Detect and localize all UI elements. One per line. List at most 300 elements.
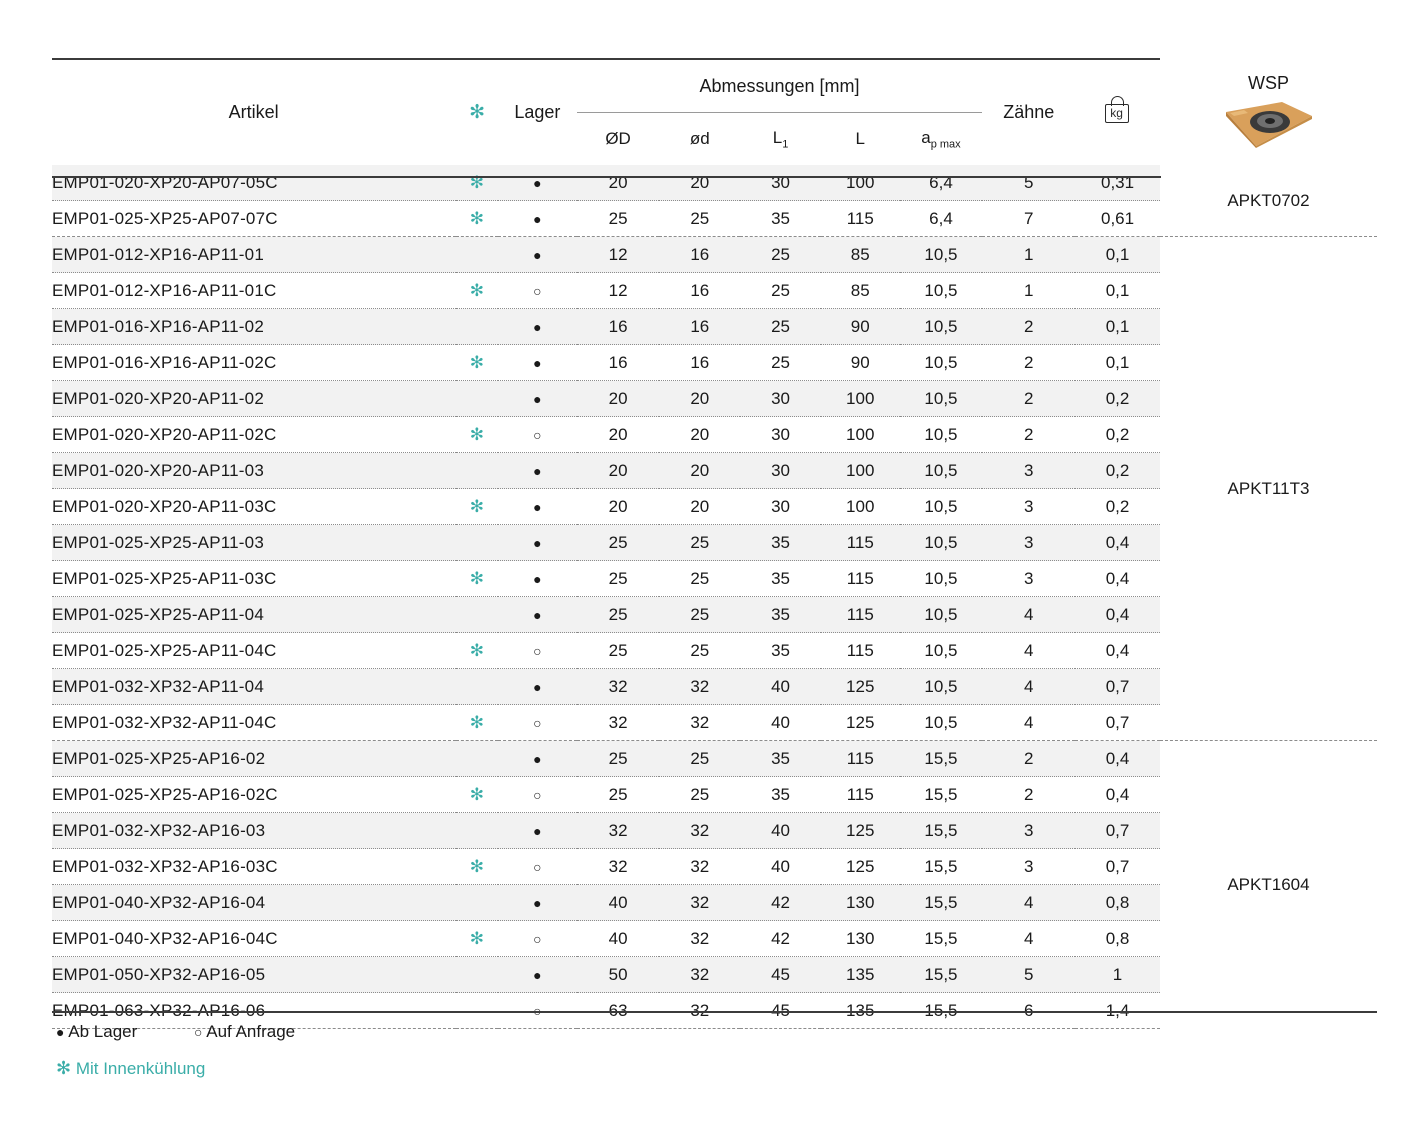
cell-zaehne: 4 bbox=[982, 705, 1075, 741]
availability-marker bbox=[533, 821, 541, 840]
availability-marker bbox=[533, 497, 541, 516]
cell-ap-max: 10,5 bbox=[900, 237, 983, 273]
cell-l: 90 bbox=[821, 309, 900, 345]
cell-kg: 0,4 bbox=[1075, 777, 1160, 813]
cell-coolant bbox=[456, 165, 498, 201]
legend-availability bbox=[56, 1022, 347, 1042]
cell-ap-max: 10,5 bbox=[900, 705, 983, 741]
cell-l1: 30 bbox=[740, 417, 821, 453]
cell-ap-max: 10,5 bbox=[900, 489, 983, 525]
cell-l1: 45 bbox=[740, 993, 821, 1029]
cell-l: 115 bbox=[821, 561, 900, 597]
cell-l: 115 bbox=[821, 777, 900, 813]
cell-l: 115 bbox=[821, 597, 900, 633]
cell-od-small: 32 bbox=[659, 705, 740, 741]
snowflake-icon-row: ✻ bbox=[469, 640, 484, 660]
cell-coolant bbox=[456, 669, 498, 705]
snowflake-icon-legend: ✻ bbox=[56, 1058, 72, 1078]
cell-lager bbox=[498, 309, 577, 345]
cell-od-small: 25 bbox=[659, 597, 740, 633]
availability-marker bbox=[533, 749, 541, 768]
availability-marker bbox=[533, 425, 541, 444]
cell-l: 115 bbox=[821, 741, 900, 777]
cell-coolant bbox=[456, 273, 498, 309]
availability-marker bbox=[533, 389, 541, 408]
cell-l: 125 bbox=[821, 669, 900, 705]
cell-l1: 42 bbox=[740, 885, 821, 921]
cell-od: 25 bbox=[577, 201, 660, 237]
cell-lager bbox=[498, 705, 577, 741]
cell-artikel: EMP01-025-XP25-AP11-03 bbox=[52, 525, 456, 561]
cell-ap-max: 15,5 bbox=[900, 777, 983, 813]
cell-od: 32 bbox=[577, 849, 660, 885]
cell-l1: 25 bbox=[740, 345, 821, 381]
cell-zaehne: 2 bbox=[982, 741, 1075, 777]
cell-od-small: 32 bbox=[659, 993, 740, 1029]
cell-artikel: EMP01-050-XP32-AP16-05 bbox=[52, 957, 456, 993]
availability-marker bbox=[533, 929, 541, 948]
cell-coolant bbox=[456, 741, 498, 777]
cell-artikel: EMP01-025-XP25-AP16-02 bbox=[52, 741, 456, 777]
header-artikel: Artikel bbox=[52, 59, 456, 165]
cell-zaehne: 3 bbox=[982, 489, 1075, 525]
cell-l1: 40 bbox=[740, 849, 821, 885]
cell-artikel: EMP01-032-XP32-AP11-04C bbox=[52, 705, 456, 741]
cell-lager bbox=[498, 669, 577, 705]
cell-zaehne: 5 bbox=[982, 165, 1075, 201]
cell-kg: 0,1 bbox=[1075, 273, 1160, 309]
cell-artikel: EMP01-020-XP20-AP11-03C bbox=[52, 489, 456, 525]
cell-kg: 0,8 bbox=[1075, 921, 1160, 957]
cell-od-small: 20 bbox=[659, 453, 740, 489]
header-od: ØD bbox=[605, 129, 631, 148]
snowflake-icon-row: ✻ bbox=[469, 784, 484, 804]
cell-l1: 25 bbox=[740, 273, 821, 309]
cell-lager bbox=[498, 525, 577, 561]
cell-coolant bbox=[456, 849, 498, 885]
cell-ap-max: 15,5 bbox=[900, 741, 983, 777]
cell-artikel: EMP01-012-XP16-AP11-01 bbox=[52, 237, 456, 273]
cell-zaehne: 5 bbox=[982, 957, 1075, 993]
cell-kg: 0,4 bbox=[1075, 741, 1160, 777]
cell-kg: 0,2 bbox=[1075, 453, 1160, 489]
cell-zaehne: 3 bbox=[982, 561, 1075, 597]
cell-zaehne: 1 bbox=[982, 237, 1075, 273]
weight-kg-icon-label: kg bbox=[1110, 106, 1123, 120]
cell-l1: 35 bbox=[740, 201, 821, 237]
cell-wsp-group: APKT0702 bbox=[1160, 165, 1377, 237]
cell-kg: 0,61 bbox=[1075, 201, 1160, 237]
cell-zaehne: 4 bbox=[982, 885, 1075, 921]
cell-od-small: 25 bbox=[659, 741, 740, 777]
availability-marker bbox=[533, 281, 541, 300]
cell-l: 100 bbox=[821, 417, 900, 453]
cell-l1: 25 bbox=[740, 309, 821, 345]
availability-marker bbox=[533, 317, 541, 336]
cell-od-small: 32 bbox=[659, 885, 740, 921]
availability-marker bbox=[533, 893, 541, 912]
cell-coolant bbox=[456, 237, 498, 273]
cell-od: 32 bbox=[577, 669, 660, 705]
cell-l1: 35 bbox=[740, 597, 821, 633]
cell-lager bbox=[498, 885, 577, 921]
cell-od-small: 16 bbox=[659, 345, 740, 381]
cell-od-small: 32 bbox=[659, 921, 740, 957]
cell-od-small: 20 bbox=[659, 417, 740, 453]
snowflake-icon-row: ✻ bbox=[469, 496, 484, 516]
cell-artikel: EMP01-016-XP16-AP11-02C bbox=[52, 345, 456, 381]
availability-marker bbox=[533, 605, 541, 624]
header-l1: $L_1$ bbox=[772, 127, 789, 151]
cell-wsp-group: APKT1604 bbox=[1160, 741, 1377, 1029]
cell-od: 25 bbox=[577, 561, 660, 597]
cell-coolant bbox=[456, 309, 498, 345]
cell-artikel: EMP01-020-XP20-AP11-03 bbox=[52, 453, 456, 489]
cell-od-small: 32 bbox=[659, 813, 740, 849]
cell-od-small: 16 bbox=[659, 273, 740, 309]
snowflake-icon-row: ✻ bbox=[469, 712, 484, 732]
cell-l1: 42 bbox=[740, 921, 821, 957]
cell-kg: 0,1 bbox=[1075, 237, 1160, 273]
cell-od: 20 bbox=[577, 417, 660, 453]
cell-od-small: 20 bbox=[659, 381, 740, 417]
cell-od: 20 bbox=[577, 381, 660, 417]
cell-kg: 0,2 bbox=[1075, 489, 1160, 525]
snowflake-icon-row: ✻ bbox=[469, 352, 484, 372]
cell-kg: 0,2 bbox=[1075, 381, 1160, 417]
cell-kg: 0,7 bbox=[1075, 669, 1160, 705]
cell-od: 25 bbox=[577, 741, 660, 777]
cell-coolant bbox=[456, 525, 498, 561]
cell-zaehne: 1 bbox=[982, 273, 1075, 309]
cell-l: 135 bbox=[821, 993, 900, 1029]
cell-od-small: 25 bbox=[659, 633, 740, 669]
cell-lager bbox=[498, 957, 577, 993]
cell-ap-max: 6,4 bbox=[900, 165, 983, 201]
availability-marker bbox=[533, 677, 541, 696]
availability-marker bbox=[533, 857, 541, 876]
cell-od: 20 bbox=[577, 453, 660, 489]
cell-kg: 0,4 bbox=[1075, 633, 1160, 669]
cell-od: 25 bbox=[577, 597, 660, 633]
cell-lager bbox=[498, 921, 577, 957]
cell-zaehne: 4 bbox=[982, 633, 1075, 669]
cell-l1: 45 bbox=[740, 957, 821, 993]
availability-marker bbox=[533, 461, 541, 480]
legend-ab-lager: ● Ab Lager bbox=[56, 1022, 138, 1041]
cell-l1: 35 bbox=[740, 777, 821, 813]
availability-marker bbox=[533, 785, 541, 804]
cell-kg: 0,7 bbox=[1075, 813, 1160, 849]
cell-zaehne: 3 bbox=[982, 849, 1075, 885]
snowflake-icon: ✻ bbox=[456, 59, 498, 165]
cell-lager bbox=[498, 741, 577, 777]
table-bottom-rule bbox=[52, 1011, 1377, 1013]
cell-od: 25 bbox=[577, 525, 660, 561]
cell-lager bbox=[498, 201, 577, 237]
table-header-row-top bbox=[52, 59, 1377, 113]
cell-artikel: EMP01-063-XP32-AP16-06 bbox=[52, 993, 456, 1029]
cell-od-small: 25 bbox=[659, 561, 740, 597]
cell-kg: 0,1 bbox=[1075, 309, 1160, 345]
availability-marker bbox=[533, 533, 541, 552]
cell-lager bbox=[498, 345, 577, 381]
cell-l: 100 bbox=[821, 489, 900, 525]
cell-lager bbox=[498, 597, 577, 633]
cell-artikel: EMP01-020-XP20-AP07-05C bbox=[52, 165, 456, 201]
cell-kg: 0,31 bbox=[1075, 165, 1160, 201]
cell-zaehne: 2 bbox=[982, 309, 1075, 345]
cell-artikel: EMP01-020-XP20-AP11-02 bbox=[52, 381, 456, 417]
cell-artikel: EMP01-025-XP25-AP11-03C bbox=[52, 561, 456, 597]
cell-lager bbox=[498, 417, 577, 453]
cell-od-small: 20 bbox=[659, 489, 740, 525]
cell-ap-max: 10,5 bbox=[900, 597, 983, 633]
cell-coolant bbox=[456, 489, 498, 525]
cell-artikel: EMP01-020-XP20-AP11-02C bbox=[52, 417, 456, 453]
cell-ap-max: 10,5 bbox=[900, 417, 983, 453]
cell-od: 63 bbox=[577, 993, 660, 1029]
snowflake-icon-row: ✻ bbox=[469, 856, 484, 876]
cell-ap-max: 10,5 bbox=[900, 381, 983, 417]
availability-marker bbox=[533, 209, 541, 228]
cell-l: 115 bbox=[821, 525, 900, 561]
cell-l1: 35 bbox=[740, 633, 821, 669]
cell-l: 85 bbox=[821, 273, 900, 309]
availability-marker bbox=[533, 641, 541, 660]
cell-ap-max: 10,5 bbox=[900, 525, 983, 561]
cell-kg: 1 bbox=[1075, 957, 1160, 993]
cell-od: 32 bbox=[577, 705, 660, 741]
cell-l: 125 bbox=[821, 849, 900, 885]
cell-od: 25 bbox=[577, 777, 660, 813]
cell-artikel: EMP01-016-XP16-AP11-02 bbox=[52, 309, 456, 345]
product-spec-table bbox=[52, 58, 1377, 1029]
cell-kg: 0,1 bbox=[1075, 345, 1160, 381]
cell-zaehne: 2 bbox=[982, 417, 1075, 453]
cell-lager bbox=[498, 777, 577, 813]
cell-l: 125 bbox=[821, 813, 900, 849]
cell-od-small: 32 bbox=[659, 849, 740, 885]
availability-marker bbox=[533, 713, 541, 732]
legend bbox=[56, 1022, 347, 1079]
header-ap-max: $a_{p max}$ bbox=[921, 127, 961, 151]
cell-artikel: EMP01-040-XP32-AP16-04 bbox=[52, 885, 456, 921]
cell-l: 85 bbox=[821, 237, 900, 273]
header-l: L bbox=[855, 129, 865, 148]
cell-kg: 0,7 bbox=[1075, 849, 1160, 885]
snowflake-icon-row: ✻ bbox=[469, 208, 484, 228]
cell-od: 16 bbox=[577, 309, 660, 345]
cell-coolant bbox=[456, 417, 498, 453]
cell-ap-max: 15,5 bbox=[900, 921, 983, 957]
cell-kg: 0,8 bbox=[1075, 885, 1160, 921]
cell-l: 130 bbox=[821, 885, 900, 921]
cell-coolant bbox=[456, 813, 498, 849]
cell-od-small: 16 bbox=[659, 309, 740, 345]
table-row bbox=[52, 165, 1377, 201]
cell-coolant bbox=[456, 453, 498, 489]
cell-coolant bbox=[456, 957, 498, 993]
cell-coolant bbox=[456, 201, 498, 237]
cell-ap-max: 10,5 bbox=[900, 309, 983, 345]
cell-ap-max: 15,5 bbox=[900, 849, 983, 885]
cell-l1: 40 bbox=[740, 813, 821, 849]
cell-l: 135 bbox=[821, 957, 900, 993]
cell-od: 12 bbox=[577, 273, 660, 309]
cell-ap-max: 10,5 bbox=[900, 345, 983, 381]
cell-od: 16 bbox=[577, 345, 660, 381]
cell-l: 90 bbox=[821, 345, 900, 381]
weight-kg-icon bbox=[1105, 95, 1131, 125]
cell-od-small: 16 bbox=[659, 237, 740, 273]
cell-ap-max: 6,4 bbox=[900, 201, 983, 237]
header-weight bbox=[1075, 59, 1160, 165]
cell-coolant bbox=[456, 921, 498, 957]
cell-od: 12 bbox=[577, 237, 660, 273]
cell-l: 100 bbox=[821, 381, 900, 417]
cell-lager bbox=[498, 849, 577, 885]
cell-l: 125 bbox=[821, 705, 900, 741]
table-row bbox=[52, 237, 1377, 273]
cell-coolant bbox=[456, 777, 498, 813]
cell-ap-max: 10,5 bbox=[900, 273, 983, 309]
cell-ap-max: 15,5 bbox=[900, 813, 983, 849]
cell-lager bbox=[498, 633, 577, 669]
cell-artikel: EMP01-032-XP32-AP11-04 bbox=[52, 669, 456, 705]
cell-ap-max: 10,5 bbox=[900, 561, 983, 597]
cell-artikel: EMP01-025-XP25-AP11-04C bbox=[52, 633, 456, 669]
availability-marker bbox=[533, 1001, 541, 1020]
cell-od: 25 bbox=[577, 633, 660, 669]
cell-od-small: 32 bbox=[659, 957, 740, 993]
cell-od-small: 25 bbox=[659, 525, 740, 561]
cell-artikel: EMP01-040-XP32-AP16-04C bbox=[52, 921, 456, 957]
cell-od: 32 bbox=[577, 813, 660, 849]
legend-innenkuehlung: ✻ Mit Innenkühlung bbox=[56, 1058, 206, 1078]
cell-l: 130 bbox=[821, 921, 900, 957]
cell-lager bbox=[498, 453, 577, 489]
cell-ap-max: 10,5 bbox=[900, 669, 983, 705]
cell-zaehne: 3 bbox=[982, 453, 1075, 489]
cell-artikel: EMP01-025-XP25-AP07-07C bbox=[52, 201, 456, 237]
cell-l1: 30 bbox=[740, 165, 821, 201]
availability-marker bbox=[533, 245, 541, 264]
cell-artikel: EMP01-032-XP32-AP16-03C bbox=[52, 849, 456, 885]
cell-ap-max: 10,5 bbox=[900, 453, 983, 489]
header-od-small: ød bbox=[689, 129, 710, 148]
snowflake-icon-row: ✻ bbox=[469, 424, 484, 444]
cell-coolant bbox=[456, 381, 498, 417]
header-bottom-rule bbox=[52, 176, 1161, 178]
cell-od-small: 25 bbox=[659, 777, 740, 813]
cell-ap-max: 10,5 bbox=[900, 633, 983, 669]
cell-coolant bbox=[456, 597, 498, 633]
cell-lager bbox=[498, 489, 577, 525]
cell-kg: 0,4 bbox=[1075, 597, 1160, 633]
availability-marker bbox=[533, 569, 541, 588]
cell-od: 40 bbox=[577, 885, 660, 921]
availability-marker bbox=[533, 353, 541, 372]
snowflake-icon-row: ✻ bbox=[469, 172, 484, 192]
cell-l1: 25 bbox=[740, 237, 821, 273]
cell-l1: 35 bbox=[740, 525, 821, 561]
cell-zaehne: 2 bbox=[982, 345, 1075, 381]
cell-ap-max: 15,5 bbox=[900, 957, 983, 993]
cell-kg: 0,2 bbox=[1075, 417, 1160, 453]
cell-zaehne: 4 bbox=[982, 921, 1075, 957]
cell-artikel: EMP01-025-XP25-AP16-02C bbox=[52, 777, 456, 813]
cell-l1: 35 bbox=[740, 561, 821, 597]
cell-coolant bbox=[456, 885, 498, 921]
cell-kg: 1,4 bbox=[1075, 993, 1160, 1029]
snowflake-icon-row: ✻ bbox=[469, 928, 484, 948]
cell-l1: 35 bbox=[740, 741, 821, 777]
cell-l1: 30 bbox=[740, 381, 821, 417]
header-lager: Lager bbox=[498, 59, 577, 165]
cell-zaehne: 6 bbox=[982, 993, 1075, 1029]
cell-kg: 0,4 bbox=[1075, 525, 1160, 561]
cell-coolant bbox=[456, 345, 498, 381]
cell-lager bbox=[498, 237, 577, 273]
snowflake-icon-row: ✻ bbox=[469, 280, 484, 300]
cell-l: 115 bbox=[821, 201, 900, 237]
cell-zaehne: 2 bbox=[982, 777, 1075, 813]
cell-lager bbox=[498, 165, 577, 201]
cell-l1: 40 bbox=[740, 669, 821, 705]
cell-od-small: 32 bbox=[659, 669, 740, 705]
cell-coolant bbox=[456, 705, 498, 741]
cell-coolant bbox=[456, 633, 498, 669]
cell-l: 100 bbox=[821, 165, 900, 201]
cell-zaehne: 3 bbox=[982, 813, 1075, 849]
cell-l1: 30 bbox=[740, 489, 821, 525]
cell-artikel: EMP01-012-XP16-AP11-01C bbox=[52, 273, 456, 309]
cell-od-small: 20 bbox=[659, 165, 740, 201]
cell-zaehne: 7 bbox=[982, 201, 1075, 237]
cell-od: 20 bbox=[577, 165, 660, 201]
cell-artikel: EMP01-025-XP25-AP11-04 bbox=[52, 597, 456, 633]
cell-od-small: 25 bbox=[659, 201, 740, 237]
cell-artikel: EMP01-032-XP32-AP16-03 bbox=[52, 813, 456, 849]
header-wsp-cell bbox=[1160, 59, 1377, 165]
cell-kg: 0,4 bbox=[1075, 561, 1160, 597]
header-abmessungen: Abmessungen [mm] bbox=[577, 59, 983, 113]
legend-auf-anfrage: ○ Auf Anfrage bbox=[194, 1022, 296, 1041]
cell-l: 100 bbox=[821, 453, 900, 489]
header-wsp-label: WSP bbox=[1247, 72, 1289, 93]
snowflake-icon-row: ✻ bbox=[469, 568, 484, 588]
cell-zaehne: 2 bbox=[982, 381, 1075, 417]
cell-l1: 40 bbox=[740, 705, 821, 741]
cell-l1: 30 bbox=[740, 453, 821, 489]
cell-coolant bbox=[456, 561, 498, 597]
insert-photo bbox=[1220, 96, 1316, 152]
cell-zaehne: 3 bbox=[982, 525, 1075, 561]
cell-od: 40 bbox=[577, 921, 660, 957]
cell-l: 115 bbox=[821, 633, 900, 669]
cell-od: 50 bbox=[577, 957, 660, 993]
cell-lager bbox=[498, 273, 577, 309]
header-zaehne: Zähne bbox=[982, 59, 1075, 165]
cell-lager bbox=[498, 813, 577, 849]
table-row bbox=[52, 741, 1377, 777]
cell-ap-max: 15,5 bbox=[900, 885, 983, 921]
cell-kg: 0,7 bbox=[1075, 705, 1160, 741]
cell-wsp-group: APKT11T3 bbox=[1160, 237, 1377, 741]
cell-zaehne: 4 bbox=[982, 597, 1075, 633]
cell-ap-max: 15,5 bbox=[900, 993, 983, 1029]
